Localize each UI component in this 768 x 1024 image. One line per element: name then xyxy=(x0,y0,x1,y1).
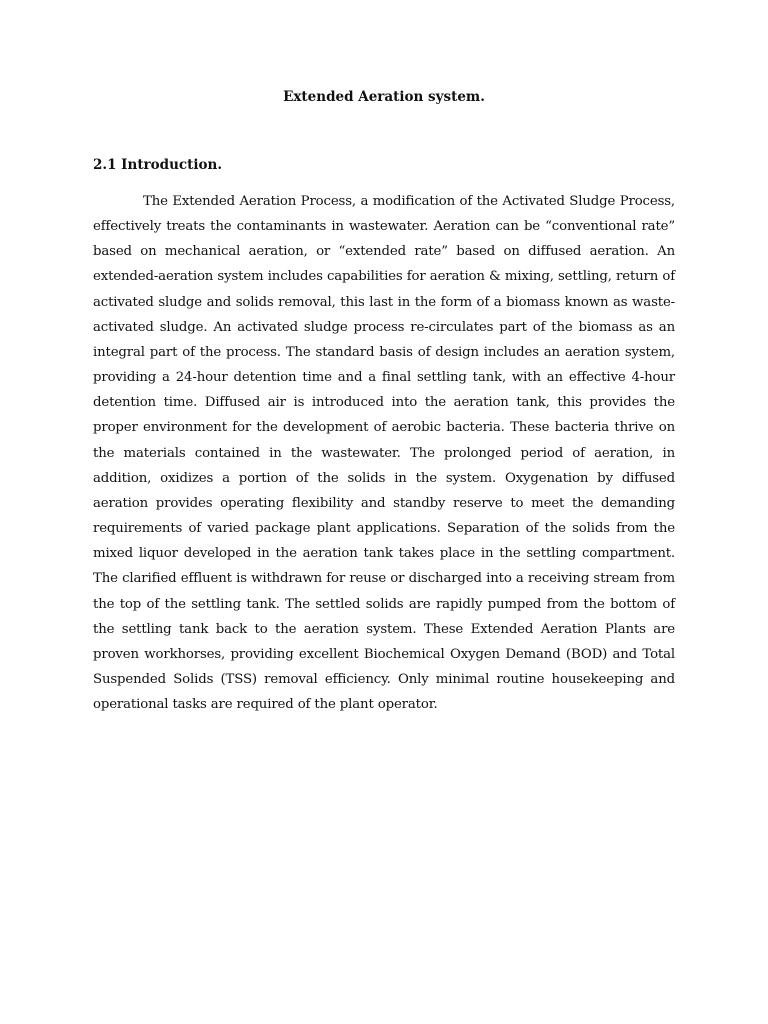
section-heading: 2.1 Introduction. xyxy=(93,157,223,173)
body-paragraph: The Extended Aeration Process, a modification of the Activated Sludge Process, effectively treats the contaminants in wastewater. Aeration can be “conventional rate” based on mechanical aeration, or “extended rate” based on diffused aeration. An extended-aeration system includes capabilities for aeration & mixing, settling, return of activated sludge and solids removal, this last in the form of a biomass known as waste-activated sludge. An activated sludge process re-circulates part of the biomass as an integral part of the process. The standard basis of design includes an aeration system, providing a 24-hour detention time and a final settling tank, with an effective 4-hour detention time. Diffused air is introduced into the aeration tank, this provides the proper environment for the development of aerobic bacteria. These bacteria thrive on the materials contained in the wastewater. The prolonged period of aeration, in addition, oxidizes a portion of the solids in the system. Oxygenation by diffused aeration provides operating flexibility and standby reserve to meet the demanding requirements of varied package plant applications. Separation of the solids from the mixed liquor developed in the aeration tank takes place in the settling compartment. The clarified effluent is withdrawn for reuse or discharged into a receiving stream from the top of the settling tank. The settled solids are rapidly pumped from the bottom of the settling tank back to the aeration system. These Extended Aeration Plants are proven workhorses, providing excellent Biochemical Oxygen Demand (BOD) and Total Suspended Solids (TSS) removal efficiency. Only minimal routine housekeeping and operational tasks are required of the plant operator. xyxy=(93,194,675,713)
document-title: Extended Aeration system. xyxy=(283,89,485,105)
